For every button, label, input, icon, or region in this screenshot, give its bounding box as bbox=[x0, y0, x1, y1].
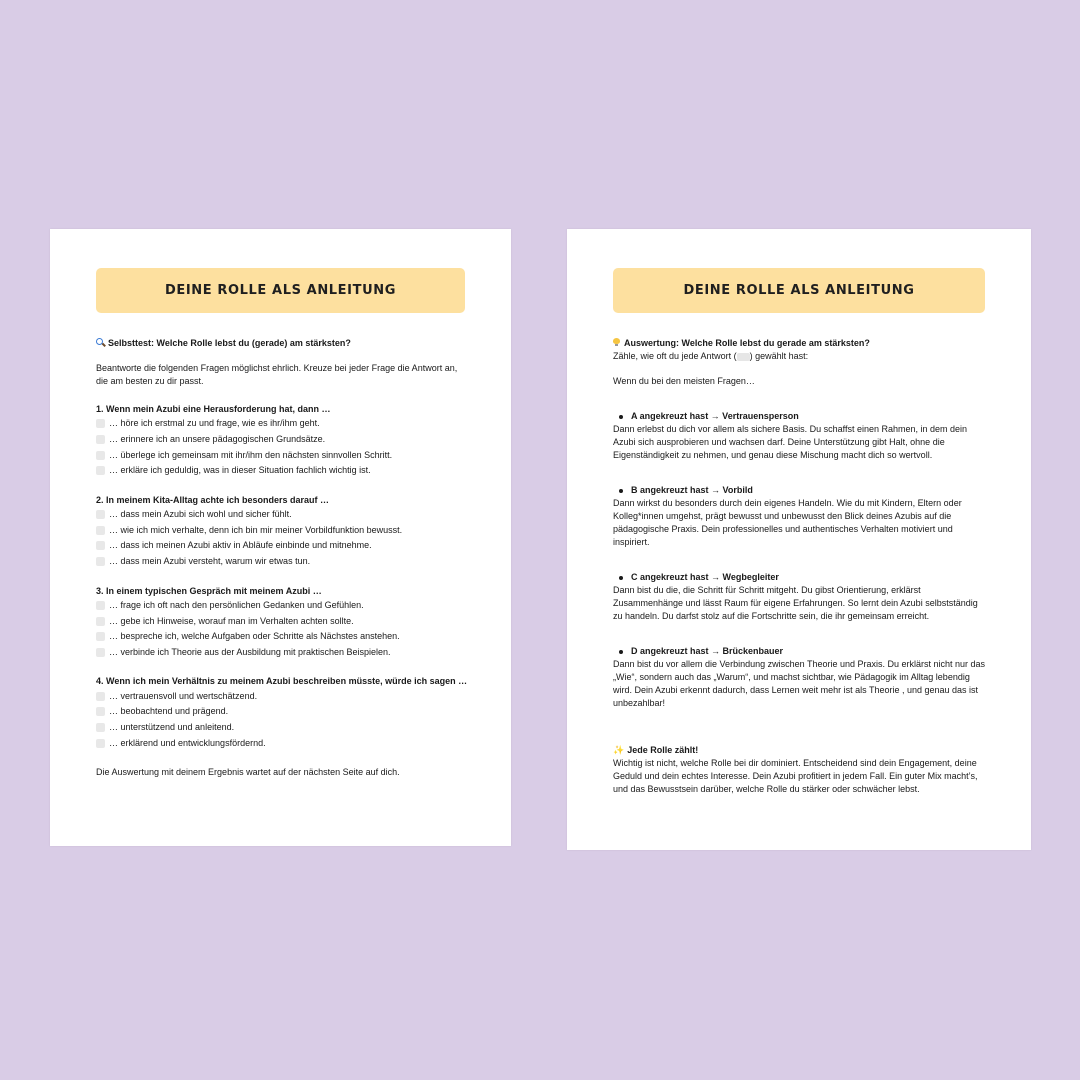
selftest-content bbox=[96, 337, 468, 779]
question-block bbox=[96, 403, 468, 479]
footer-text: Die Auswertung mit deinem Ergebnis wartet auf der nächsten Seite auf dich. bbox=[96, 767, 400, 777]
page-title-banner: DEINE ROLLE ALS ANLEITUNG bbox=[613, 268, 985, 313]
magnifier-icon bbox=[96, 338, 105, 347]
result-heading: B angekreuzt hast → Vorbild bbox=[613, 484, 987, 497]
result-heading: D angekreuzt hast → Brückenbauer bbox=[613, 645, 987, 658]
answer-option[interactable]: … erinnere ich an unsere pädagogischen Grundsätze. bbox=[96, 432, 468, 448]
result-text: Dann bist du die, die Schritt für Schritt mitgeht. Du gibst Orientierung, erklärst Zusammenhänge und lässt Raum für eigene Erfahrungen. So lernt dein Azubi selbstständig zu handeln. Du darfst stolz auf die Fortschritte sein, die ihr gemeinsam erreicht. bbox=[613, 585, 978, 621]
closing-text: Wichtig ist nicht, welche Rolle bei dir dominiert. Entscheidend sind dein Engagement, deine Geduld und dein echtes Interesse. Dein Azubi profitiert in jedem Fall. Ein guter Mix macht’s, und das Bewusstsein darüber, welche Rolle du stärker oder schwächer lebst. bbox=[613, 758, 978, 794]
checkbox[interactable] bbox=[96, 723, 105, 732]
checkbox[interactable] bbox=[96, 510, 105, 519]
checkbox[interactable] bbox=[96, 707, 105, 716]
intro-text: Beantworte die folgenden Fragen möglichst ehrlich. Kreuze bei jeder Frage die Antwort an, die am besten zu dir passt. bbox=[96, 363, 458, 386]
answer-option[interactable]: … unterstützend und anleitend. bbox=[96, 720, 468, 736]
result-block bbox=[613, 484, 987, 549]
result-text: Dann wirkst du besonders durch dein eigenes Handeln. Wie du mit Kindern, Eltern oder Kolleg*innen umgehst, prägt bewusst und unbewusst den Blick deines Azubis auf die pädagogische Praxis. Dein professionelles und authentisches Verhalten motiviert und inspiriert. bbox=[613, 498, 962, 547]
checkbox[interactable] bbox=[96, 601, 105, 610]
lead-text: Wenn du bei den meisten Fragen… bbox=[613, 376, 755, 386]
checkbox[interactable] bbox=[96, 419, 105, 428]
checkbox[interactable] bbox=[96, 557, 105, 566]
result-heading: C angekreuzt hast → Wegbegleiter bbox=[613, 571, 987, 584]
result-block bbox=[613, 645, 987, 710]
answer-option[interactable]: … erklärend und entwicklungsfördernd. bbox=[96, 735, 468, 751]
sparkles-icon: ✨ bbox=[613, 745, 625, 755]
lightbulb-icon bbox=[613, 338, 620, 347]
result-text: Dann erlebst du dich vor allem als sichere Basis. Du schaffst einen Rahmen, in dem dein Azubi sich ausprobieren und wachsen darf. Deine Unterstützung gibt Halt, ohne die Eigenständigkeit zu nehmen, und genau diese Mischung macht dich so wertvoll. bbox=[613, 424, 968, 460]
question-block bbox=[96, 675, 468, 751]
checkbox[interactable] bbox=[96, 435, 105, 444]
answer-option[interactable]: … wie ich mich verhalte, denn ich bin mir meiner Vorbildfunktion bewusst. bbox=[96, 522, 468, 538]
checkbox[interactable] bbox=[96, 648, 105, 657]
answer-option[interactable]: … frage ich oft nach den persönlichen Gedanken und Gefühlen. bbox=[96, 598, 468, 614]
answer-option[interactable]: … vertrauensvoll und wertschätzend. bbox=[96, 688, 468, 704]
question-block bbox=[96, 494, 468, 570]
checkbox[interactable] bbox=[96, 451, 105, 460]
worksheet-page-left bbox=[50, 229, 511, 846]
result-block bbox=[613, 410, 987, 462]
result-text: Dann bist du vor allem die Verbindung zwischen Theorie und Praxis. Du erklärst nicht nur das „Wie“, sondern auch das „Warum“, und machst sichtbar, wie Pädagogik im Alltag lebendig wird. Dein Azubi erkennt dadurch, dass Lernen weit mehr ist als Theorie , und genau das ist unbezahlbar! bbox=[613, 659, 986, 708]
bullet-icon bbox=[619, 650, 623, 654]
closing-block bbox=[613, 744, 987, 796]
result-heading: A angekreuzt hast → Vertrauensperson bbox=[613, 410, 987, 423]
selftest-heading: Selbsttest: Welche Rolle lebst du (gerade) am stärksten? bbox=[96, 337, 468, 350]
evaluation-content bbox=[613, 337, 987, 796]
count-instruction: Zähle, wie oft du jede Antwort ( ) gewählt hast: bbox=[613, 351, 809, 361]
answer-option[interactable]: … gebe ich Hinweise, worauf man im Verhalten achten sollte. bbox=[96, 613, 468, 629]
evaluation-heading: Auswertung: Welche Rolle lebst du gerade am stärksten? bbox=[613, 337, 987, 350]
question-title: 3. In einem typischen Gespräch mit meinem Azubi … bbox=[96, 585, 322, 596]
checkbox[interactable] bbox=[96, 541, 105, 550]
result-block bbox=[613, 571, 987, 623]
checkbox[interactable] bbox=[96, 739, 105, 748]
checkbox-icon bbox=[737, 353, 750, 361]
answer-option[interactable]: … dass mein Azubi versteht, warum wir etwas tun. bbox=[96, 554, 468, 570]
bullet-icon bbox=[619, 489, 623, 493]
question-title: 2. In meinem Kita-Alltag achte ich besonders darauf … bbox=[96, 494, 330, 505]
question-block bbox=[96, 585, 468, 661]
answer-option[interactable]: … überlege ich gemeinsam mit ihr/ihm den nächsten sinnvollen Schritt. bbox=[96, 447, 468, 463]
worksheet-page-right bbox=[567, 229, 1031, 850]
answer-option[interactable]: … erkläre ich geduldig, was in dieser Situation fachlich wichtig ist. bbox=[96, 463, 468, 479]
closing-heading: ✨ Jede Rolle zählt! bbox=[613, 745, 699, 755]
checkbox[interactable] bbox=[96, 632, 105, 641]
bullet-icon bbox=[619, 576, 623, 580]
answer-option[interactable]: … dass mein Azubi sich wohl und sicher fühlt. bbox=[96, 507, 468, 523]
answer-option[interactable]: … bespreche ich, welche Aufgaben oder Schritte als Nächstes anstehen. bbox=[96, 629, 468, 645]
question-title: 1. Wenn mein Azubi eine Herausforderung hat, dann … bbox=[96, 404, 331, 414]
bullet-icon bbox=[619, 415, 623, 419]
checkbox[interactable] bbox=[96, 526, 105, 535]
answer-option[interactable]: … verbinde ich Theorie aus der Ausbildung mit praktischen Beispielen. bbox=[96, 645, 468, 661]
answer-option[interactable]: … höre ich erstmal zu und frage, wie es ihr/ihm geht. bbox=[96, 416, 468, 432]
checkbox[interactable] bbox=[96, 466, 105, 475]
checkbox[interactable] bbox=[96, 692, 105, 701]
page-title-banner: DEINE ROLLE ALS ANLEITUNG bbox=[96, 268, 465, 313]
answer-option[interactable]: … beobachtend und prägend. bbox=[96, 704, 468, 720]
answer-option[interactable]: … dass ich meinen Azubi aktiv in Abläufe einbinde und mitnehme. bbox=[96, 538, 468, 554]
checkbox[interactable] bbox=[96, 617, 105, 626]
question-title: 4. Wenn ich mein Verhältnis zu meinem Azubi beschreiben müsste, würde ich sagen … bbox=[96, 676, 468, 687]
